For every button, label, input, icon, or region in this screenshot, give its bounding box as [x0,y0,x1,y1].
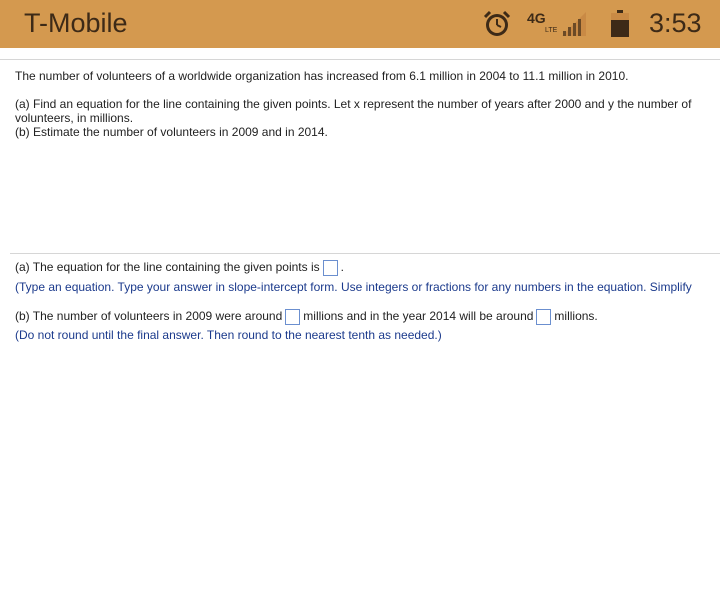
status-bar [0,0,720,48]
answer-b-2009-input[interactable] [285,309,300,325]
answer-b-2014-input[interactable] [536,309,551,325]
answer-a-row [15,260,344,276]
question-part-b: (b) Estimate the number of volunteers in 2009 and in 2014. [15,125,328,139]
network-type: 4G [527,10,546,26]
question-part-a-line2: volunteers, in millions. [15,111,134,125]
answer-b-suffix: millions. [554,309,598,324]
signal-icon [560,12,588,41]
answer-b-prefix: (b) The number of volunteers in 2009 were around [15,309,283,324]
clock-time: 3:53 [649,8,702,38]
network-subtype: LTE [545,27,558,34]
answer-a-input[interactable] [323,260,338,276]
answer-b-hint: (Do not round until the final answer. Then round to the nearest tenth as needed.) [15,328,442,342]
divider-top [0,59,720,60]
answer-b-row [15,309,598,325]
answer-a-prefix: (a) The equation for the line containing the given points is [15,260,320,275]
answer-a-suffix: . [340,260,344,275]
question-text [15,69,720,139]
alarm-icon [482,9,512,44]
divider-middle [10,253,720,254]
battery-icon [610,10,630,43]
question-intro: The number of volunteers of a worldwide organization has increased from 6.1 million in 2004 to 11.1 million in 2010. [15,69,629,83]
answer-b-middle: millions and in the year 2014 will be around [303,309,534,324]
answer-a-hint: (Type an equation. Type your answer in slope-intercept form. Use integers or fractions for any numbers in the equation. Simplify [15,280,692,294]
question-part-a-line1: (a) Find an equation for the line containing the given points. Let x represent the number of years after 2000 and y the number of [15,97,692,111]
carrier-name: T-Mobile [24,8,128,38]
